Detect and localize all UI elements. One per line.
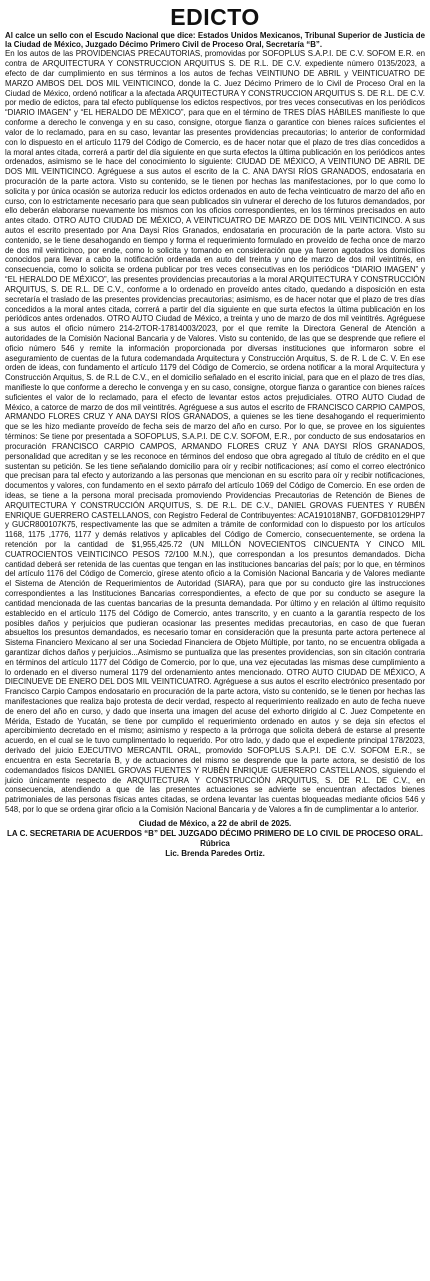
seal-heading: Al calce un sello con el Escudo Nacional que dice: Estados Unidos Mexicanos, Tribunal Superior de Justicia de la Ciudad de México, Juzgado Décimo Primero Civil de Proceso Oral, Secretaría “B”.	[5, 31, 425, 49]
signature-note: Rúbrica	[200, 838, 230, 848]
secretary-title: LA C. SECRETARIA DE ACUERDOS “B” DEL JUZGADO DÉCIMO PRIMERO DE LO CIVIL DE PROCESO ORAL.	[6, 828, 424, 838]
document-title: EDICTO	[170, 4, 260, 30]
edict-body: En los autos de las PROVIDENCIAS PRECAUTORIAS, promovidas por SOFOPLUS S.A.P.I. DE C.V. SOFOM E.R. en contra de ARQUITECTURA Y CONSTRUCCION ARQUITUS S. DE R.L. DE C.V. expediente número 0135/2023, a efecto de dar cumplimiento en sus términos a los autos de fechas VEINTIUNO DE ABRIL y VEINTICUATRO DE MARZO AMBOS DEL DOS MIL VEINTICINCO, donde la C. Juez Décimo Primero de lo Civil de Proceso Oral en la Ciudad de México, ordenó notificar a la afectada ARQUITECTURA Y CONSTRUCCION ARQUITUS S. DE R.L. DE C.V. por medio de edictos, para tal efecto publíquense los edictos respectivos, por tres veces consecutivas en los periódicos “DIARIO IMAGEN” y “EL HERALDO DE MÉXICO”, para que en el término de TRES DÍAS HÁBILES manifieste lo que conforme a derecho le convenga y en su caso, consigne, otorgue fianza o garantice con bienes raíces suficientes el valor de lo reclamado, para en su caso, levantar las presentes providencias precautorias; lo anterior de conformidad con lo dispuesto en el artículo 1179 del Código de Comercio, es de hacer notar que el plazo de tres días concedidos a la moral antes citada, correrá a partir del día siguiente en que surta efectos la última publicación en los periódicos antes ordenados, asimismo se le hace del conocimiento lo siguiente: CIUDAD DE MÉXICO, A VEINTIUNO DE ABRIL DE DOS MIL VEINTICINCO. Agréguese a sus autos el escrito de la C. ANA DAYSI RÍOS GRANADOS, endosataria en procuración de la parte actora. Visto su contenido, se le tienen por hechas las manifestaciones, por lo que como lo solicita y por única ocasión se autoriza reducir los edictos ordenados en auto de fecha veinticuatro de marzo del año en curso, con lo estrictamente necesario para que sean publicados sin vulnerar el derecho de los futuros demandados, por ello deberán elaborarse nuevamente los mismos con los oficios correspondientes, en los términos precisados en auto antes citado. OTRO AUTO CIUDAD DE MÉXICO, A VEINTICUATRO DE MARZO DE DOS MIL VEINTICINCO. A sus autos el escrito presentado por Ana Daysi Ríos Granados, endosataria en procuración de la parte actora. Visto su contenido, se le tiene desahogando en tiempo y forma el requerimiento formulado en proveído de fecha once de marzo de dos mil veinticinco, por ende, como lo solicita y tomando en consideración que ya fueron agotados los domicilios conocidos para llevar a cabo la notificación ordenada en auto del treinta y uno de marzo de dos mil veintitrés, en consecuencia, como lo solicita se ordena publicar por tres veces consecutivas en los periódicos “DIARIO IMAGEN” y “EL HERALDO DE MÉXICO”, las presentes providencias precautorias a la moral ARQUITECTURA Y CONSTRUCCIÓN ARQUITUS, S. DE R.L. DE C.V., conforme a lo ordenado en proveído antes citado, quedando a disposición en esta secretaría el traslado de las presentes providencias precautorias; asimismo, es de hacer notar que el plazo de tres días concedidos a la moral antes citada, correrá a partir del día siguiente en que surta efectos la última publicación en los periódicos antes ordenados. OTRO AUTO Ciudad de México, a treinta y uno de marzo de dos mil veintitrés. Agréguese a sus autos el oficio número 214-2/TOR-17814003/2023, por el que remite la Directora General de Atención a autoridades de la Comisión Nacional Bancaria y de Valores. Visto su contenido, de las que se desprende que refiere el oficio número 546 y remite la información proporcionada por diversas instituciones que informaron sobre el aseguramiento de cuentas de la futura codemandada Arquitectura y Construcción Arquitus, S. de R. L de C. V. En ese orden de ideas, con fundamento el artículo 1179 del Código de Comercio, se ordena notificar a la moral Arquitectura y Construcción Arquitus, S. de R.L de C.V., en el domicilio señalado en el escrito inicial, para que en el plazo de tres días, manifieste lo que conforme a derecho le convenga y en su caso, consigne, otorgue fianza o garantice con bienes raíces suficientes el valor de lo reclamado, para el efecto de levantar estos actos prejudiciales. OTRO AUTO Ciudad de México, a catorce de marzo de dos mil veintitrés. Agréguese a sus autos el escrito de FRANCISCO CARPIO CAMPOS, ARMANDO FLORES CRUZ Y ANA DAYSI RÍOS GRANADOS, a quienes se les tiene desahogando el requerimiento que se les hizo mediante proveído de fecha seis de marzo del año en curso. Por lo que, se provee en los siguientes términos: Se tiene por presentada a SOFOPLUS, S.A.P.I. DE C.V. SOFOM, E.R., por conducto de sus endosatarios en procuración FRANCISCO CARPIO CAMPOS, ARMANDO FLORES CRUZ Y ANA DAYSI RÍOS GRANADOS, personalidad que acreditan y se les reconoce en términos del endoso que obra agregado al título de crédito en el que sustentan su petición. Se les tiene señalando domicilio para oír y recibir notificaciones; así como el correo electrónico que precisan para tal efecto y autorizando a las personas que mencionan en su escrito para oír y recibir notificaciones, documentos y valores, con fundamento en el sexto párrafo del artículo 1069 del Código de Comercio. En ese orden de ideas, se tiene a la persona moral precisada promoviendo Providencias Precautorias de Retención de Bienes de ARQUITECTURA Y CONSTRUCCIÓN ARQUITUS, S. DE R.L. DE C.V., DANIEL GROVAS FUENTES Y RUBÉN ENRIQUE GUERRERO CASTELLANOS, con Registro Federal de Contribuyentes: ACA191018NB7, GOFD810129HP7 y GUCR800107K75, respectivamente las que se admiten a trámite de conformidad con lo dispuesto por los artículos 1168, 1175 ,1776, 1177 y demás relativos y aplicables del Código de Comercio, consecuentemente, se ordena la retención por la cantidad de $1,955,425.72 (UN MILLÓN NOVECIENTOS CINCUENTA Y CINCO MIL CUATROCIENTOS VEINTICINCO PESOS 72/100 M.N.), que correspondan a los presuntos demandados. Dicha cantidad deberá ser retenida de las cuentas que tengan en las instituciones bancarias del país; por lo que, en términos del artículo 1176 del Código de Comercio, gírese atento oficio a la Comisión Nacional Bancaria y de Valores mediante el Sistema de Atención de Requerimientos de Autoridad (SIARA), para que por su conducto gire las instrucciones correspondientes a las Instituciones Bancarias correspondientes, a efecto de que por su conducto se asegure la cantidad mencionada de las cuentas bancarias de la presunta demandada. Por último y en relación al último requisito establecido en el artículo 1175 del Código de Comercio, antes transcrito, y en cuanto a la garantía respecto de los posibles daños y perjuicios que pudieran ocasionar las presentes medidas precautorias, en caso de que fueran absueltos los presuntos demandados, es necesario tomar en consideración que la presunta parte actora pertenece al Sistema Financiero Mexicano al ser una Sociedad Financiera de Objeto Múltiple, por tanto, no se encuentra obligada a garantizar dichos daños y perjuicios...Asimismo se puntualiza que las presentes providencias, son sin citación contraria en términos del artículo 1177 del Código de Comercio, por lo que, una vez ejecutadas las mismas dese cumplimiento a lo ordenado en el diverso numeral 1179 del ordenamiento antes mencionado. OTRO AUTO CIUDAD DE MÉXICO, A DIECINUEVE DE ENERO DEL DOS MIL VEINTICUATRO. Agréguese a sus autos el escrito electrónico presentado por Francisco Carpio Campos endosatario en procuración de la parte actora, visto su contenido, se le tienen por hechas las manifestaciones que realiza bajo protesta de decir verdad, respecto al requerimiento realizado en auto de fecha nueve de enero del año en curso, y dado que inserta una imagen del acuse del exhorto dirigido al C. Juez Competente en Mérida, Estado de Yucatán, se tiene por cumplido el requerimiento ordenado en autos y se deja sin efectos el apercibimiento decretado en el mismo; asimismo y respecto a la prórroga que solicita deberá de estarse al presente acuerdo, en el cual se le tuvo cumplimentado lo requerido. Por otro lado, y dado que el expediente principal 178/2023, derivado del juicio EJECUTIVO MERCANTIL ORAL, promovido SOFOPLUS S.A.P.I. DE C.V. SOFOM E.R., se encuentra en esta Secretaría B, y de actuaciones del mismo se desprende que la parte actora, se desistió de los codemandados físicos DANIEL GROVAS FUENTES Y RUBÉN ENRIQUE GUERRERO CASTELLANOS, siguiendo el juicio únicamente respecto de ARQUITECTURA Y CONSTRUCCIÓN ARQUITUS, S. DE R.L. DE C.V., en consecuencia, atendiendo a que de las presentes actuaciones se advierte se encuentran afectados bienes patrimoniales de las personas físicas antes citadas, se ordena levantar las cuentas bloqueadas mediante oficios 546 y 548, por lo que se ordena girar oficio a la Comisión Nacional Bancaria y de Valores a fin de cumplimentar a lo anterior.	[5, 49, 425, 814]
signatory-name: Lic. Brenda Paredes Ortiz.	[165, 848, 265, 858]
issue-date: Ciudad de México, a 22 de abril de 2025.	[138, 818, 292, 828]
